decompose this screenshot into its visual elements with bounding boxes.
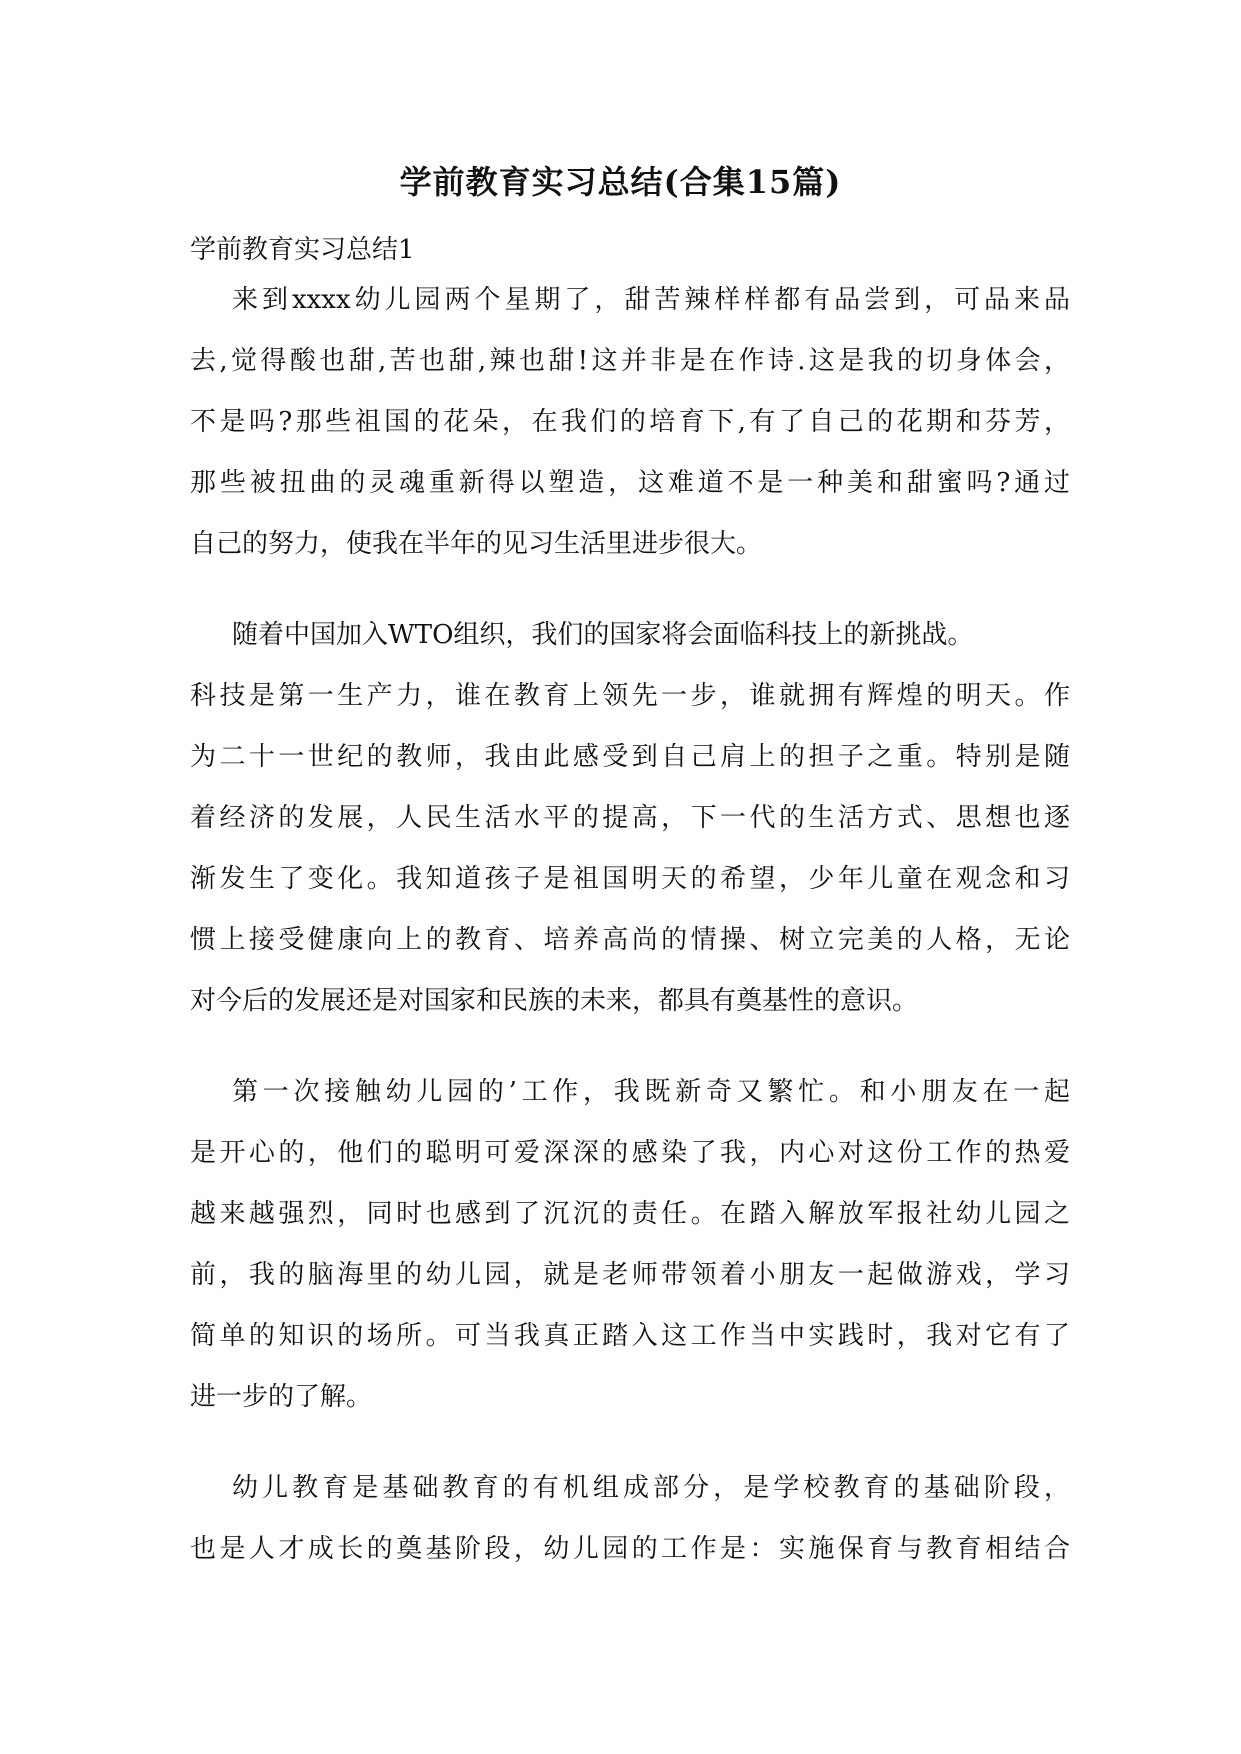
paragraph-3 xyxy=(190,1062,1070,1428)
paragraph-line: 不是吗?那些祖国的花朵，在我们的培育下,有了自己的花期和芬芳， xyxy=(190,407,1070,437)
paragraph-line: 对今后的发展还是对国家和民族的未来，都具有奠基性的意识。 xyxy=(190,986,919,1016)
paragraph-line: 科技是第一生产力，谁在教育上领先一步，谁就拥有辉煌的明天。作 xyxy=(190,681,1070,711)
paragraph-1 xyxy=(190,270,1070,575)
paragraph-line: 为二十一世纪的教师，我由此感受到自己肩上的担子之重。特别是随 xyxy=(190,742,1070,772)
paragraph-line: 简单的知识的场所。可当我真正踏入这工作当中实践时，我对它有了 xyxy=(190,1321,1070,1351)
paragraph-line: 也是人才成长的奠基阶段，幼儿园的工作是：实施保育与教育相结合 xyxy=(190,1534,1070,1564)
paragraph-line: 是开心的，他们的聪明可爱深深的感染了我，内心对这份工作的热爱 xyxy=(190,1138,1070,1168)
paragraph-line: 着经济的发展，人民生活水平的提高，下一代的生活方式、思想也逐 xyxy=(190,803,1070,833)
paragraph-line: 自己的努力，使我在半年的见习生活里进步很大。 xyxy=(190,529,763,559)
document-title: 学前教育实习总结(合集15篇) xyxy=(399,163,842,201)
paragraph-line: 越来越强烈，同时也感到了沉沉的责任。在踏入解放军报社幼儿园之 xyxy=(190,1199,1070,1229)
paragraph-line: 那些被扭曲的灵魂重新得以塑造，这难道不是一种美和甜蜜吗?通过 xyxy=(190,468,1070,498)
paragraph-line: 渐发生了变化。我知道孩子是祖国明天的希望，少年儿童在观念和习 xyxy=(190,864,1070,894)
paragraph-line: 随着中国加入WTO组织，我们的国家将会面临科技上的新挑战。 xyxy=(232,620,974,650)
paragraph-line: 幼儿教育是基础教育的有机组成部分，是学校教育的基础阶段， xyxy=(232,1473,1070,1503)
paragraph-line: 惯上接受健康向上的教育、培养高尚的情操、树立完美的人格，无论 xyxy=(190,925,1070,955)
paragraph-line: 来到xxxx幼儿园两个星期了，甜苦辣样样都有品尝到，可品来品 xyxy=(232,285,1070,315)
paragraph-line: 第一次接触幼儿园的’工作，我既新奇又繁忙。和小朋友在一起 xyxy=(232,1077,1070,1107)
paragraph-line: 前，我的脑海里的幼儿园，就是老师带领着小朋友一起做游戏，学习 xyxy=(190,1260,1070,1290)
paragraph-line: 进一步的了解。 xyxy=(190,1382,373,1412)
paragraph-line: 去,觉得酸也甜,苦也甜,辣也甜!这并非是在作诗.这是我的切身体会， xyxy=(190,346,1070,376)
section-heading: 学前教育实习总结1 xyxy=(190,235,415,265)
paragraph-4 xyxy=(190,1458,1070,1580)
paragraph-2 xyxy=(190,605,1070,1032)
